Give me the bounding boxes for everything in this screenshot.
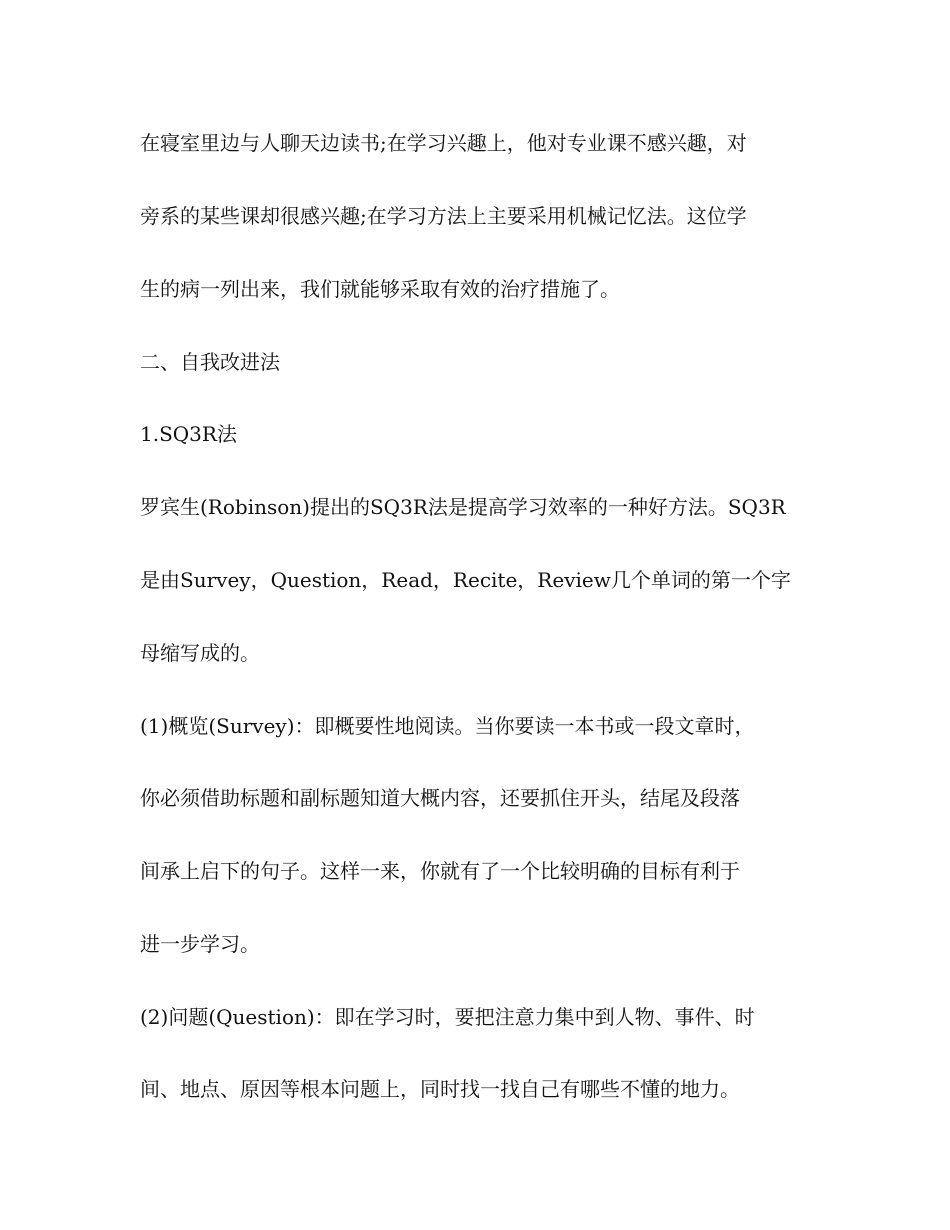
paragraph-line: 间、地点、原因等根本问题上，同时找一找自己有哪些不懂的地力。 [140,1077,740,1101]
paragraph-line: 母缩写成的。 [140,641,260,665]
paragraph-line: 罗宾生(Robinson)提出的SQ3R法是提高学习效率的一种好方法。SQ3R [140,495,786,519]
paragraph-line: (2)问题(Question)：即在学习时，要把注意力集中到人物、事件、时 [140,1005,755,1029]
paragraph-line: 进一步学习。 [140,932,260,956]
section-heading: 二、自我改进法 [140,350,280,374]
paragraph-line: (1)概览(Survey)：即概要性地阅读。当你要读一本书或一段文章时， [140,714,755,738]
paragraph-line: 你必须借助标题和副标题知道大概内容，还要抓住开头，结尾及段落 [140,786,740,810]
paragraph-line: 间承上启下的句子。这样一来，你就有了一个比较明确的目标有利于 [140,859,740,883]
paragraph-line: 生的病一列出来，我们就能够采取有效的治疗措施了。 [140,277,620,301]
paragraph-line: 是由Survey，Question，Read，Recite，Review几个单词的第一个字 [140,568,791,592]
paragraph-line: 在寝室里边与人聊天边读书;在学习兴趣上，他对专业课不感兴趣，对 [140,131,747,155]
paragraph-line: 旁系的某些课却很感兴趣;在学习方法上主要采用机械记忆法。这位学 [140,204,747,228]
subsection-heading: 1.SQ3R法 [140,422,237,446]
